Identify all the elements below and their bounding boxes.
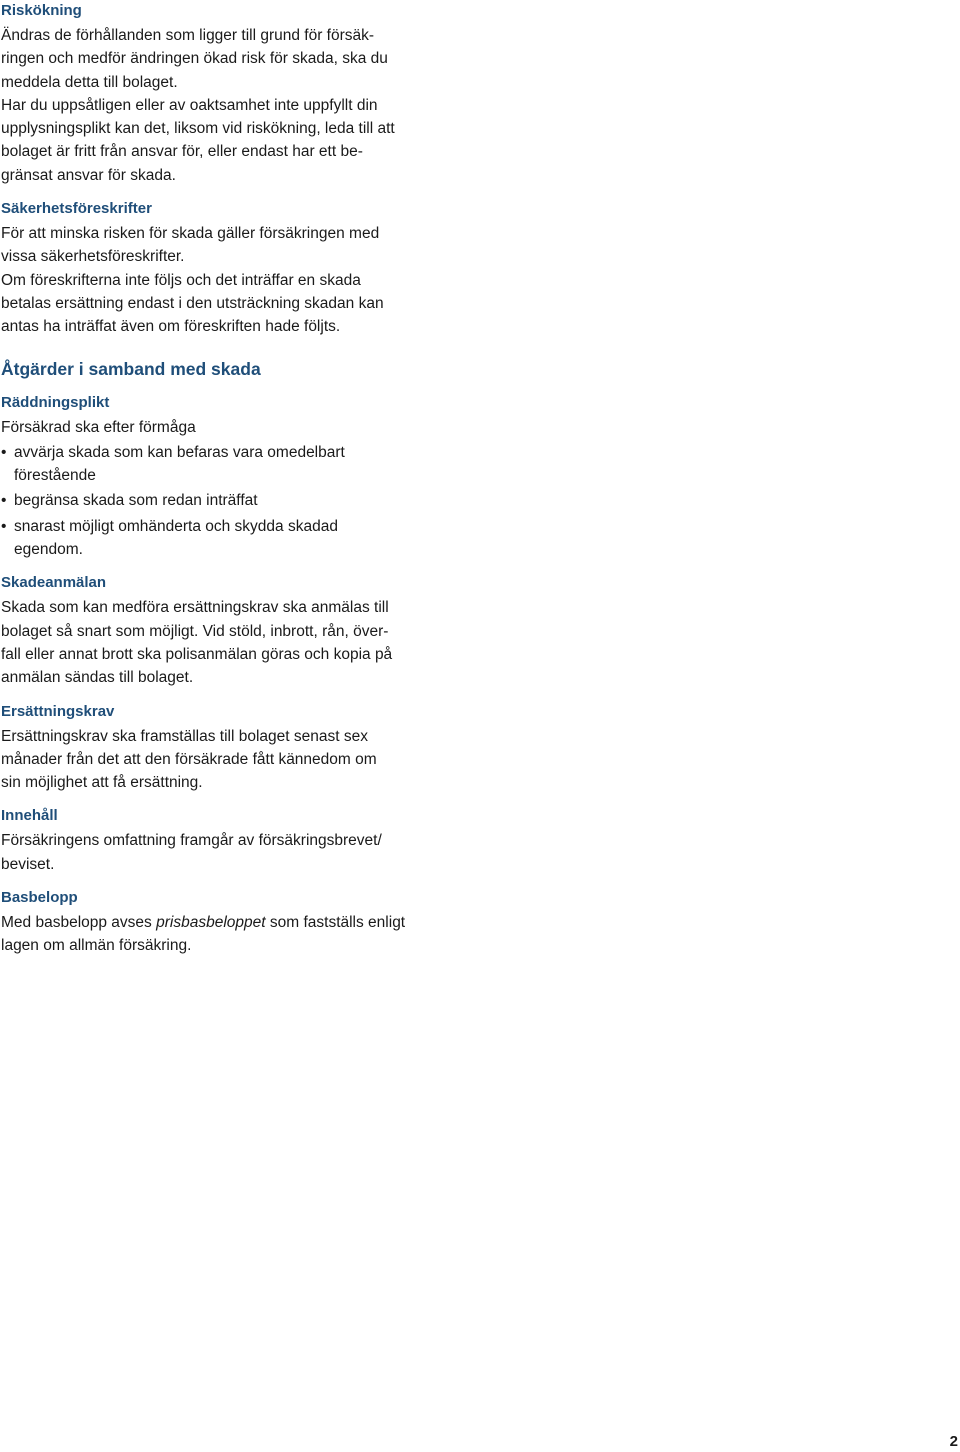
bullet-icon: •	[1, 443, 7, 461]
heading-atgarder: Åtgärder i samband med skada	[1, 358, 261, 379]
basbelopp-paragraph	[1, 911, 456, 958]
document-column	[1, 0, 456, 958]
sakerhetsforeskrifter-paragraph-1: För att minska risken för skada gäller försäkringen med vissa säkerhetsföreskrifter.	[1, 225, 380, 266]
list-item	[1, 515, 456, 562]
sakerhetsforeskrifter-paragraph-2: Om föreskrifterna inte följs och det inträffar en skada betalas ersättning endast i den utsträckning skadan kan antas ha inträffat även om föreskriften hade följts.	[1, 271, 384, 336]
list-item	[1, 441, 456, 488]
riskokning-paragraph-1: Ändras de förhållanden som ligger till grund för försäk- ringen och medför ändringen ökad risk för skada, ska du meddela detta till bolaget.	[1, 27, 388, 91]
heading-sakerhetsforeskrifter: Säkerhetsföreskrifter	[1, 200, 152, 218]
list-item	[1, 489, 456, 512]
heading-innehall: Innehåll	[1, 807, 58, 825]
list-item-text: snarast möjligt omhänderta och skydda skadad egendom.	[14, 517, 338, 559]
riskokning-paragraph-2: Har du uppsåtligen eller av oaktsamhet inte uppfyllt din upplysningsplikt kan det, liksom vid riskökning, leda till att bolaget är fritt från ansvar för, eller endast har ett be- gränsat ansvar för skada.	[1, 96, 395, 184]
heading-ersattningskrav: Ersättningskrav	[1, 702, 115, 720]
raddningsplikt-list	[1, 441, 456, 561]
list-item-text: avvärja skada som kan befaras vara omedelbart förestående	[14, 443, 345, 485]
heading-basbelopp: Basbelopp	[1, 889, 78, 907]
bullet-icon: •	[1, 517, 7, 535]
innehall-paragraph: Försäkringens omfattning framgår av försäkringsbrevet/ beviset.	[1, 832, 382, 873]
basbelopp-term: prisbasbeloppet	[156, 914, 266, 932]
ersattningskrav-paragraph: Ersättningskrav ska framställas till bolaget senast sex månader från det att den försäkrade fått kännedom om sin möjlighet att få ersättning.	[1, 727, 377, 792]
basbelopp-text-after: som fastställs enligt lagen om allmän försäkring.	[1, 914, 406, 955]
heading-riskokning: Riskökning	[1, 2, 82, 19]
page-number: 2	[949, 1433, 958, 1450]
basbelopp-text-before: Med basbelopp avses	[1, 914, 157, 932]
bullet-icon: •	[1, 492, 7, 510]
list-item-text: begränsa skada som redan inträffat	[14, 492, 258, 510]
raddningsplikt-intro: Försäkrad ska efter förmåga	[1, 418, 196, 436]
heading-skadeanmalan: Skadeanmälan	[1, 574, 107, 592]
skadeanmalan-paragraph: Skada som kan medföra ersättningskrav ska anmälas till bolaget så snart som möjligt. Vid stöld, inbrott, rån, över- fall eller annat brott ska polisanmälan göras och kopia på anmälan sändas till bolaget.	[1, 599, 393, 687]
heading-raddningsplikt: Räddningsplikt	[1, 393, 110, 411]
